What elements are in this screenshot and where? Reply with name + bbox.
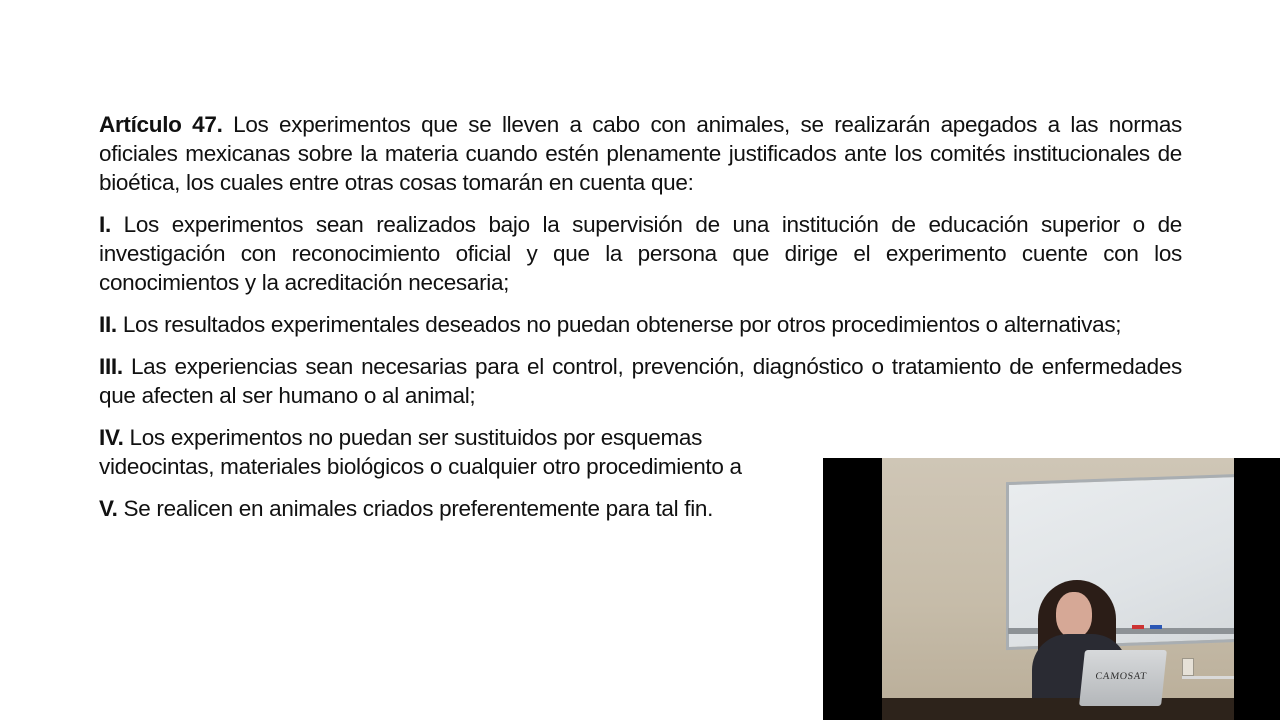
list-item-i [99, 210, 1182, 297]
red-marker [1132, 625, 1144, 629]
item-text: videocintas, materiales biológicos o cualquier otro procedimiento a [99, 454, 742, 479]
item-text: Los experimentos sean realizados bajo la supervisión de una institución de educación superior o de investigación con reconocimiento oficial y que la persona que dirige el experimento cuente con los conocimientos y la acreditación necesaria; [99, 212, 1182, 295]
laptop-sticker: CAMOSAT [1094, 671, 1148, 682]
item-label: I. [99, 212, 111, 237]
desk [882, 698, 1234, 720]
item-label: II. [99, 312, 117, 337]
article-text: Los experimentos que se lleven a cabo con animales, se realizarán apegados a las normas oficiales mexicanas sobre la materia cuando estén plenamente justificados ante los comités institucionales de bioética, los cuales entre otras cosas tomarán en cuenta que: [99, 112, 1183, 195]
wall-pipe [1182, 676, 1234, 679]
list-item-iii [99, 352, 1182, 410]
article-intro [99, 110, 1182, 197]
wall-outlet [1182, 658, 1194, 676]
item-text: Los resultados experimentales deseados no puedan obtenerse por otros procedimientos o alternativas; [122, 312, 1122, 337]
list-item-ii [99, 310, 1182, 339]
item-text: Los experimentos no puedan ser sustituidos por esquemas [129, 425, 703, 450]
item-label: V. [99, 496, 118, 521]
laptop [1079, 650, 1167, 706]
item-text: Se realicen en animales criados preferentemente para tal fin. [123, 496, 714, 521]
blue-marker [1150, 625, 1162, 629]
article-label: Artículo 47. [99, 112, 223, 137]
webcam-feed [882, 458, 1234, 720]
presenter-face [1056, 592, 1092, 638]
list-item-iv [99, 423, 1182, 452]
item-text: Las experiencias sean necesarias para el control, prevención, diagnóstico o tratamiento de enfermedades que afecten al ser humano o al animal; [99, 354, 1183, 408]
item-label: IV. [99, 425, 124, 450]
webcam-overlay [823, 458, 1280, 720]
item-label: III. [99, 354, 123, 379]
